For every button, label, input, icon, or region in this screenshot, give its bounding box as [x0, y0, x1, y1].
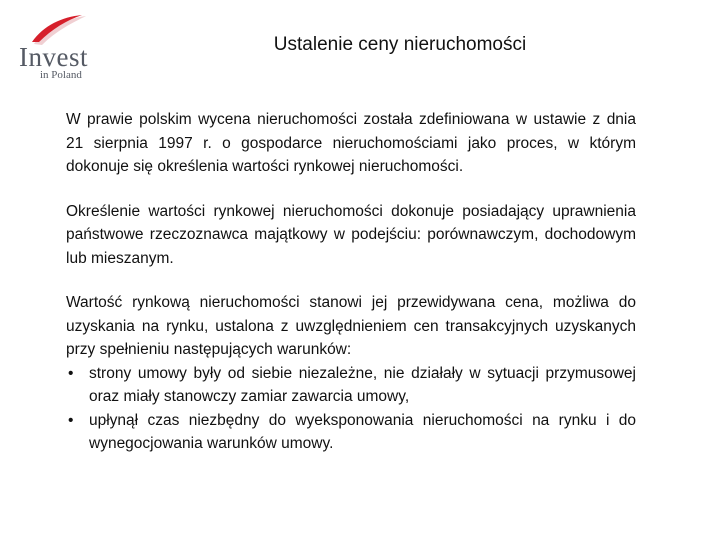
bullet-icon: • — [68, 364, 74, 382]
list-item — [66, 409, 636, 456]
list-item-text: strony umowy były od siebie niezależne, nie działały w sytuacji przymusowej oraz miały stanowczy zamiar zawarcia umowy, — [89, 364, 636, 405]
list-item — [66, 362, 636, 409]
conditions-list — [66, 362, 636, 456]
logo-word: Invest — [19, 42, 88, 72]
paragraph-definition: W prawie polskim wycena nieruchomości została zdefiniowana w ustawie z dnia 21 sierpnia 1997 r. o gospodarce nieruchomościami jako proces, w którym dokonuje się określenia wartości rynkowej nieruchomości. — [66, 111, 636, 175]
slide-content — [66, 108, 636, 456]
logo-subtitle: in Poland — [40, 69, 82, 81]
paragraph-appraiser: Określenie wartości rynkowej nieruchomości dokonuje posiadający uprawnienia państwowe rzeczoznawca majątkowy w podejściu: porównawczym, dochodowym lub mieszanym. — [66, 202, 636, 267]
invest-in-poland-logo — [16, 14, 98, 84]
bullet-icon: • — [68, 411, 74, 429]
slide-title: Ustalenie ceny nieruchomości — [273, 34, 527, 55]
list-item-text: upłynął czas niezbędny do wyeksponowania nieruchomości na rynku i do wynegocjowania warunków umowy. — [89, 411, 636, 452]
paragraph-market-value: Wartość rynkową nieruchomości stanowi jej przewidywana cena, możliwa do uzyskania na rynku, ustalona z uwzględnieniem cen transakcyjnych uzyskanych przy spełnieniu następujących warunków: — [66, 294, 636, 358]
